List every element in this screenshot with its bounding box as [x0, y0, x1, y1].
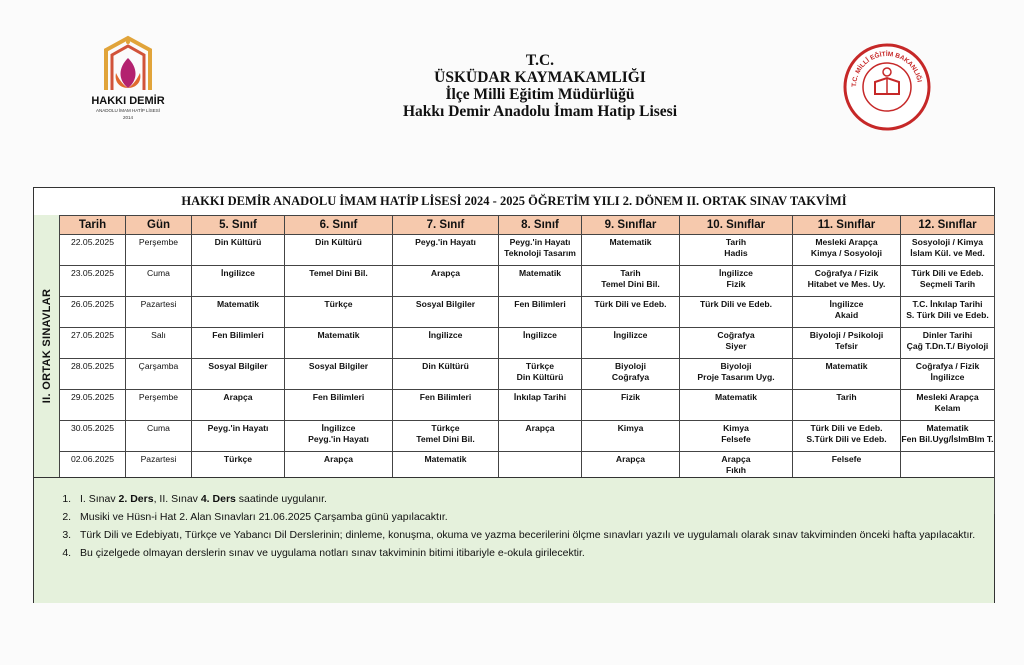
cell-grade-10 [680, 359, 793, 390]
cell-line: Coğrafya / Fizik [814, 268, 879, 278]
heading-line-school: Hakkı Demir Anadolu İmam Hatip Lisesi [402, 103, 678, 120]
cell-grade-10 [680, 328, 793, 359]
notes-section [34, 477, 994, 603]
note-2: 2. Musiki ve Hüsn-i Hat 2. Alan Sınavları 21.06.2025 Çarşamba günü yapılacaktır. [74, 508, 994, 526]
cell-line: Temel Dini Bil. [601, 279, 660, 289]
cell-grade-12 [901, 235, 995, 266]
cell-line: Arapça [525, 423, 555, 433]
cell-line: İngilizce [719, 268, 753, 278]
cell-date [60, 235, 126, 266]
cell-grade-10 [680, 390, 793, 421]
cell-grade-9 [582, 266, 680, 297]
heading-line-tc: T.C. [525, 52, 555, 69]
cell-grade-11 [793, 266, 901, 297]
cell-line: Fizik [620, 392, 641, 402]
note-1-text-b: , II. Sınav [153, 493, 201, 505]
schedule-body [60, 235, 995, 514]
cell-line: Coğrafya [717, 330, 755, 340]
cell-line: Tarih [620, 268, 641, 278]
table-row [60, 359, 995, 390]
cell-line: Perşembe [138, 392, 179, 402]
school-logo [78, 28, 178, 128]
cell-day [126, 297, 192, 328]
cell-line: T.C. İnkılap Tarihi [912, 299, 983, 309]
cell-grade-12 [901, 359, 995, 390]
cell-line: Matematik [926, 423, 969, 433]
cell-line: İngilizce [428, 330, 463, 340]
cell-line: İngilizce [523, 330, 557, 340]
note-1-bold-a: 2. Ders [118, 493, 154, 505]
cell-date [60, 328, 126, 359]
cell-line: İngilizce [930, 372, 965, 382]
cell-line: Pazartesi [140, 454, 177, 464]
cell-line: Matematik [518, 268, 562, 278]
cell-line: Sosyoloji / Kimya [911, 237, 984, 247]
cell-grade-8 [499, 297, 582, 328]
cell-date [60, 359, 126, 390]
cell-line: Teknoloji Tasarım [504, 248, 576, 258]
cell-line: Felsefe [721, 434, 751, 444]
note-1 [74, 490, 994, 508]
table-row [60, 421, 995, 452]
cell-line: Matematik [714, 392, 758, 402]
cell-grade-8 [499, 359, 582, 390]
table-row [60, 328, 995, 359]
col-header-grade-8: 8. Sınıf [499, 216, 582, 235]
cell-grade-8 [499, 235, 582, 266]
cell-line: Arapça [721, 454, 751, 464]
cell-line: Kelam [934, 403, 961, 413]
ministry-seal-icon [842, 42, 932, 132]
cell-line: Fen Bilimleri [419, 392, 472, 402]
cell-grade-5 [192, 328, 285, 359]
cell-line: Biyoloji / Psikoloji [809, 330, 884, 340]
cell-line: Seçmeli Tarih [919, 279, 976, 289]
cell-line: Tarih [836, 392, 857, 402]
cell-grade-7 [393, 421, 499, 452]
cell-grade-5 [192, 359, 285, 390]
note-1-text-a: I. Sınav [80, 493, 119, 505]
cell-day [126, 266, 192, 297]
cell-grade-6 [285, 328, 393, 359]
cell-line: Temel Dini Bil. [416, 434, 475, 444]
cell-line: Sosyal Bilgiler [208, 361, 268, 371]
cell-grade-6 [285, 266, 393, 297]
cell-line: Sosyal Bilgiler [415, 299, 476, 309]
cell-date [60, 421, 126, 452]
cell-grade-12 [901, 390, 995, 421]
cell-grade-10 [680, 297, 793, 328]
cell-line: Arapça [323, 454, 354, 464]
cell-line: Tefsir [835, 341, 858, 351]
cell-grade-12 [901, 421, 995, 452]
cell-line: Pazartesi [140, 299, 177, 309]
cell-line: Temel Dini Bil. [309, 268, 368, 278]
cell-line: Fıkıh [725, 465, 747, 475]
cell-line: 22.05.2025 [70, 237, 114, 247]
cell-line: Türk Dili ve Edeb. [699, 299, 773, 309]
cell-line: 30.05.2025 [70, 423, 114, 433]
cell-grade-8 [499, 328, 582, 359]
cell-grade-9 [582, 235, 680, 266]
cell-line: Cuma [147, 423, 170, 433]
cell-line: 26.05.2025 [70, 299, 114, 309]
cell-line: Peyg.'in Hayatı [207, 423, 269, 433]
note-3: 3. Türk Dili ve Edebiyatı, Türkçe ve Yabancı Dil Derslerinin; dinleme, konuşma, okuma ve yazma becerilerini ölçme sınavları yazılı ve uygulamalı olarak sınav takviminden önceki hafta yapılacaktır. [74, 526, 994, 544]
cell-day [126, 359, 192, 390]
svg-text:T.C. MİLLÎ EĞİTİM BAKANLIĞI: T.C. MİLLÎ EĞİTİM BAKANLIĞI [850, 50, 923, 88]
cell-grade-12 [901, 297, 995, 328]
cell-grade-5 [192, 390, 285, 421]
table-row [60, 235, 995, 266]
cell-line: Matematik [825, 361, 868, 371]
cell-line: Biyoloji [720, 361, 752, 371]
document-header [0, 0, 1024, 180]
cell-line: Fen Bilimleri [514, 299, 566, 309]
heading-line-mudurluk: İlçe Milli Eğitim Müdürlüğü [445, 86, 635, 103]
cell-grade-6 [285, 421, 393, 452]
cell-grade-11 [793, 328, 901, 359]
cell-grade-5 [192, 421, 285, 452]
cell-day [126, 328, 192, 359]
note-1-text-c: saatinde uygulanır. [235, 493, 327, 505]
cell-grade-7 [393, 266, 499, 297]
cell-line: Perşembe [138, 237, 179, 247]
cell-grade-5 [192, 266, 285, 297]
cell-line: İngilizce [321, 423, 356, 433]
cell-line: Peyg.'in Hayatı [509, 237, 571, 247]
cell-line: Fizik [726, 279, 746, 289]
cell-grade-11 [793, 421, 901, 452]
cell-grade-9 [582, 328, 680, 359]
cell-line: Akaid [834, 310, 859, 320]
cell-line: Din Kültürü [214, 237, 262, 247]
cell-line: Matematik [424, 454, 467, 464]
cell-line: Proje Tasarım Uyg. [697, 372, 775, 382]
cell-line: Peyg.'in Hayatı [308, 434, 369, 444]
cell-line: Türk Dili ve Edeb. [810, 423, 883, 433]
col-header-grade-5: 5. Sınıf [192, 216, 285, 235]
cell-line: Felsefe [831, 454, 862, 464]
side-label: II. ORTAK SINAVLAR [40, 288, 53, 404]
cell-grade-5 [192, 297, 285, 328]
cell-grade-7 [393, 297, 499, 328]
cell-grade-12 [901, 328, 995, 359]
cell-grade-9 [582, 359, 680, 390]
col-header-date: Tarih [60, 216, 126, 235]
cell-line: Din Kültürü [422, 361, 469, 371]
table-row [60, 266, 995, 297]
cell-line: Coğrafya / Fizik [915, 361, 980, 371]
cell-grade-6 [285, 297, 393, 328]
side-label-cell [34, 215, 60, 477]
cell-line: Biyoloji [614, 361, 647, 371]
cell-line: Dinler Tarihi [922, 330, 973, 340]
cell-line: Coğrafya [611, 372, 650, 382]
cell-line: Fen Bilimleri [312, 392, 365, 402]
notes-list [34, 478, 994, 562]
col-header-day: Gün [126, 216, 192, 235]
col-header-grade-12: 12. Sınıflar [901, 216, 995, 235]
cell-grade-7 [393, 359, 499, 390]
cell-line: Kimya [723, 423, 749, 433]
cell-line: Türkçe [223, 454, 253, 464]
cell-grade-9 [582, 297, 680, 328]
note-4: 4. Bu çizelgede olmayan derslerin sınav ve uygulama notları sınav takviminin bitimi itibariyle e-okula girilecektir. [74, 544, 994, 562]
cell-day [126, 421, 192, 452]
cell-line: Arapça [615, 454, 646, 464]
cell-grade-7 [393, 328, 499, 359]
col-header-grade-10: 10. Sınıflar [680, 216, 793, 235]
cell-date [60, 297, 126, 328]
cell-line: Siyer [725, 341, 747, 351]
cell-grade-10 [680, 235, 793, 266]
cell-grade-6 [285, 359, 393, 390]
cell-line: Matematik [216, 299, 260, 309]
institution-heading [330, 52, 750, 120]
cell-grade-7 [393, 390, 499, 421]
note-1-bold-b: 4. Ders [200, 493, 236, 505]
cell-grade-6 [285, 235, 393, 266]
cell-line: Hadis [724, 248, 748, 258]
cell-line: 27.05.2025 [70, 330, 114, 340]
cell-line: Din Kültürü [315, 237, 362, 247]
cell-line: Din Kültürü [516, 372, 564, 382]
cell-line: Cuma [147, 268, 170, 278]
cell-grade-10 [680, 421, 793, 452]
cell-line: Kimya [617, 423, 644, 433]
cell-line: Çağ T.Dn.T./ Biyoloji [906, 341, 989, 351]
cell-grade-8 [499, 266, 582, 297]
header-row [60, 216, 995, 235]
cell-line: İngilizce [829, 299, 864, 309]
cell-line: 23.05.2025 [70, 268, 114, 278]
col-header-grade-6: 6. Sınıf [285, 216, 393, 235]
exam-schedule-frame [33, 187, 995, 603]
cell-line: Peyg.'in Hayatı [415, 237, 476, 247]
cell-line: Türk Dili ve Edeb. [911, 268, 984, 278]
cell-date [60, 390, 126, 421]
cell-grade-12 [901, 266, 995, 297]
svg-text:HAKKI DEMİR: HAKKI DEMİR [91, 95, 165, 107]
cell-line: Matematik [317, 330, 360, 340]
heading-line-kaymakamlik: ÜSKÜDAR KAYMAKAMLIĞI [434, 69, 646, 86]
cell-line: S.Türk Dili ve Edeb. [806, 434, 887, 444]
schedule-title: HAKKI DEMİR ANADOLU İMAM HATİP LİSESİ 2024 - 2025 ÖĞRETİM YILI 2. DÖNEM II. ORTAK SINAV TAKVİMİ [34, 188, 994, 216]
cell-grade-6 [285, 390, 393, 421]
cell-line: Türkçe [431, 423, 460, 433]
table-row [60, 390, 995, 421]
cell-line: Fen Bilimleri [212, 330, 264, 340]
col-header-grade-11: 11. Sınıflar [793, 216, 901, 235]
cell-line: S. Türk Dili ve Edeb. [906, 310, 989, 320]
cell-line: 29.05.2025 [70, 392, 114, 402]
cell-line: Kimya / Sosyoloji [810, 248, 883, 258]
cell-grade-7 [393, 235, 499, 266]
cell-grade-11 [793, 235, 901, 266]
cell-day [126, 235, 192, 266]
cell-line: Türkçe [324, 299, 353, 309]
cell-line: İslam Kül. ve Med. [910, 248, 985, 258]
cell-line: Çarşamba [138, 361, 179, 371]
cell-line: Matematik [609, 237, 652, 247]
cell-line: Hitabet ve Mes. Uy. [807, 279, 886, 289]
cell-line: İngilizce [221, 268, 255, 278]
cell-line: Arapça [430, 268, 461, 278]
cell-grade-11 [793, 390, 901, 421]
cell-line: İngilizce [613, 330, 648, 340]
cell-line: İnkılap Tarihi [513, 392, 567, 402]
cell-grade-5 [192, 235, 285, 266]
cell-line: Türk Dili ve Edeb. [594, 299, 667, 309]
cell-date [60, 266, 126, 297]
exam-schedule-table [59, 215, 995, 514]
cell-grade-11 [793, 359, 901, 390]
cell-line: Mesleki Arapça [916, 392, 979, 402]
col-header-grade-7: 7. Sınıf [393, 216, 499, 235]
cell-line: Salı [151, 330, 166, 340]
cell-line: Sosyal Bilgiler [308, 361, 369, 371]
cell-day [126, 390, 192, 421]
cell-grade-9 [582, 390, 680, 421]
cell-line: 28.05.2025 [70, 361, 114, 371]
cell-grade-9 [582, 421, 680, 452]
cell-grade-8 [499, 421, 582, 452]
cell-grade-11 [793, 297, 901, 328]
cell-grade-8 [499, 390, 582, 421]
table-row [60, 297, 995, 328]
cell-grade-10 [680, 266, 793, 297]
cell-line: Fen Bil.Uyg/İslmBlm T. [901, 434, 994, 444]
svg-text:ANADOLU İMAM HATİP LİSESİ: ANADOLU İMAM HATİP LİSESİ [95, 108, 161, 113]
svg-text:2014: 2014 [122, 115, 134, 120]
cell-line: Tarih [725, 237, 747, 247]
col-header-grade-9: 9. Sınıflar [582, 216, 680, 235]
cell-line: Türkçe [525, 361, 555, 371]
cell-line: Arapça [223, 392, 253, 402]
cell-line: Mesleki Arapça [815, 237, 878, 247]
cell-line: 02.06.2025 [70, 454, 114, 464]
